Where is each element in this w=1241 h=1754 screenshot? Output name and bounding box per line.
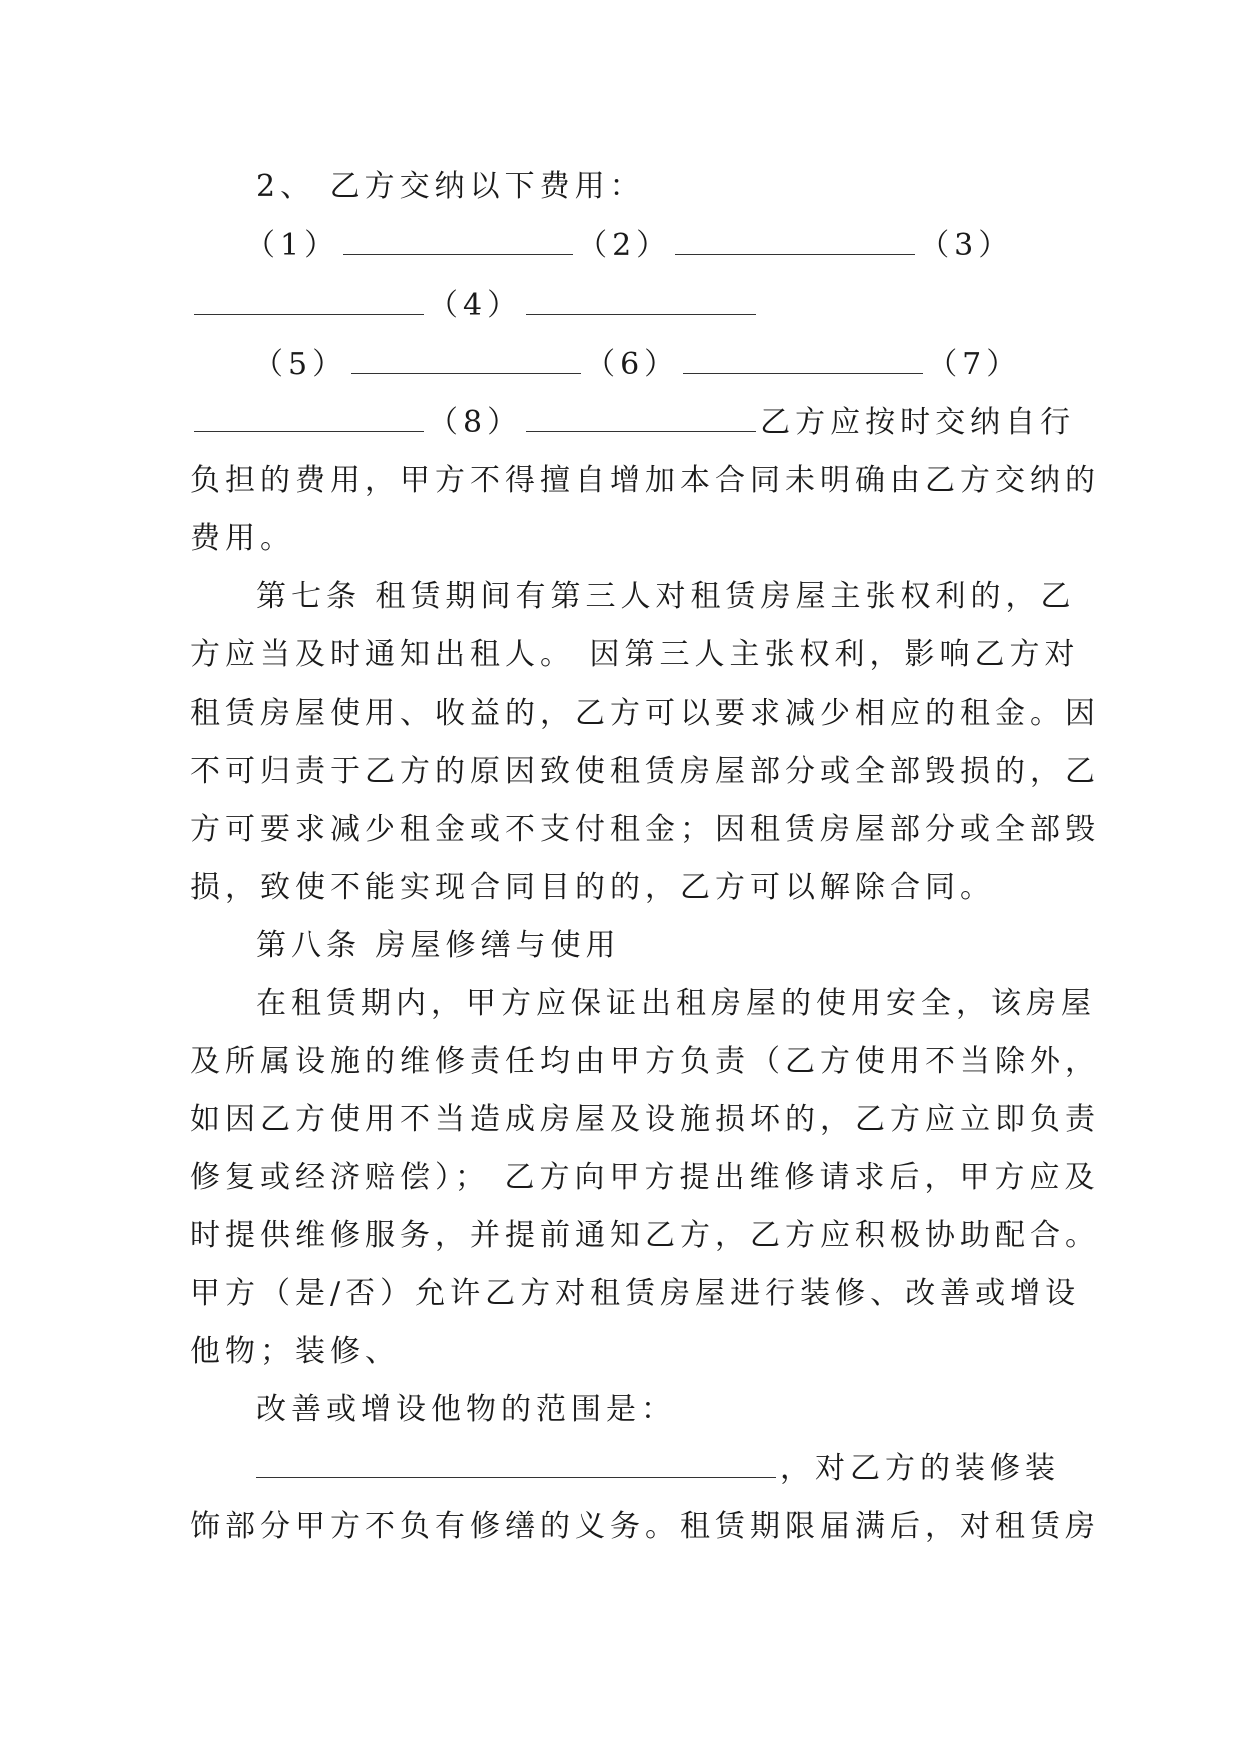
paragraph-text: 乙方应按时交纳自行 — [760, 405, 1076, 440]
paragraph-text: ，对乙方的装修装 — [780, 1451, 1060, 1486]
fee-item-7-label: （7） — [927, 347, 1022, 382]
article-7-line: 第七条 租赁期间有第三人对租赁房屋主张权利的，乙 — [256, 579, 1076, 614]
article-7-line: 损，致使不能实现合同目的的，乙方可以解除合同。 — [190, 870, 995, 905]
fee-item-3-label: （3） — [919, 228, 1014, 263]
fee-items-row-4 — [190, 403, 1075, 443]
article-7-line: 不可归责于乙方的原因致使租赁房屋部分或全部毁损的，乙 — [190, 754, 1100, 789]
article-8-line: 时提供维修服务，并提前通知乙方，乙方应积极协助配合。 — [190, 1218, 1100, 1253]
renovation-scope-row — [256, 1449, 1060, 1489]
fee-items-row-2 — [190, 286, 760, 326]
fee-item-2-blank[interactable] — [675, 228, 915, 255]
paragraph-line: 饰部分甲方不负有修缮的义务。租赁期限届满后，对租赁房 — [190, 1509, 1100, 1544]
fee-item-1-label: （1） — [245, 228, 340, 263]
article-7-line: 方应当及时通知出租人。 因第三人主张权利，影响乙方对 — [190, 637, 1080, 672]
fee-item-5-label: （5） — [253, 347, 348, 382]
renovation-scope-blank[interactable] — [256, 1451, 776, 1478]
article-8-line: 修复或经济赔偿）； 乙方向甲方提出维修请求后，甲方应及 — [190, 1160, 1100, 1195]
article-7-line: 方可要求减少租金或不支付租金；因租赁房屋部分或全部毁 — [190, 812, 1100, 847]
fee-items-row-3 — [253, 345, 1021, 385]
fee-item-5-blank[interactable] — [351, 347, 581, 374]
fee-item-8-label: （8） — [428, 405, 523, 440]
fee-item-7-blank[interactable] — [194, 405, 424, 432]
paragraph-line: 负担的费用，甲方不得擅自增加本合同未明确由乙方交纳的 — [190, 463, 1100, 498]
article-8-line: 他物；装修、 — [190, 1334, 400, 1369]
article-8-heading: 第八条 房屋修缮与使用 — [256, 928, 621, 963]
fee-item-4-label: （4） — [428, 288, 523, 323]
fee-items-row-1 — [245, 226, 1013, 266]
fee-item-4-blank[interactable] — [526, 288, 756, 315]
article-8-line: 及所属设施的维修责任均由甲方负责（乙方使用不当除外， — [190, 1044, 1100, 1079]
fee-item-6-blank[interactable] — [683, 347, 923, 374]
fee-item-8-blank[interactable] — [526, 405, 756, 432]
article-8-line: 甲方（是/否）允许乙方对租赁房屋进行装修、改善或增设 — [190, 1276, 1081, 1311]
fee-item-6-label: （6） — [585, 347, 680, 382]
article-8-line: 在租赁期内，甲方应保证出租房屋的使用安全，该房屋 — [256, 986, 1096, 1021]
fee-item-2-label: （2） — [577, 228, 672, 263]
fee-item-3-blank[interactable] — [194, 288, 424, 315]
paragraph-line: 费用。 — [190, 521, 295, 556]
article-8-line: 如因乙方使用不当造成房屋及设施损坏的，乙方应立即负责 — [190, 1102, 1100, 1137]
fee-item-1-blank[interactable] — [343, 228, 573, 255]
fee-heading: 2、 乙方交纳以下费用： — [256, 169, 645, 204]
article-7-line: 租赁房屋使用、收益的，乙方可以要求减少相应的租金。因 — [190, 696, 1100, 731]
renovation-scope-label: 改善或增设他物的范围是： — [256, 1392, 676, 1427]
